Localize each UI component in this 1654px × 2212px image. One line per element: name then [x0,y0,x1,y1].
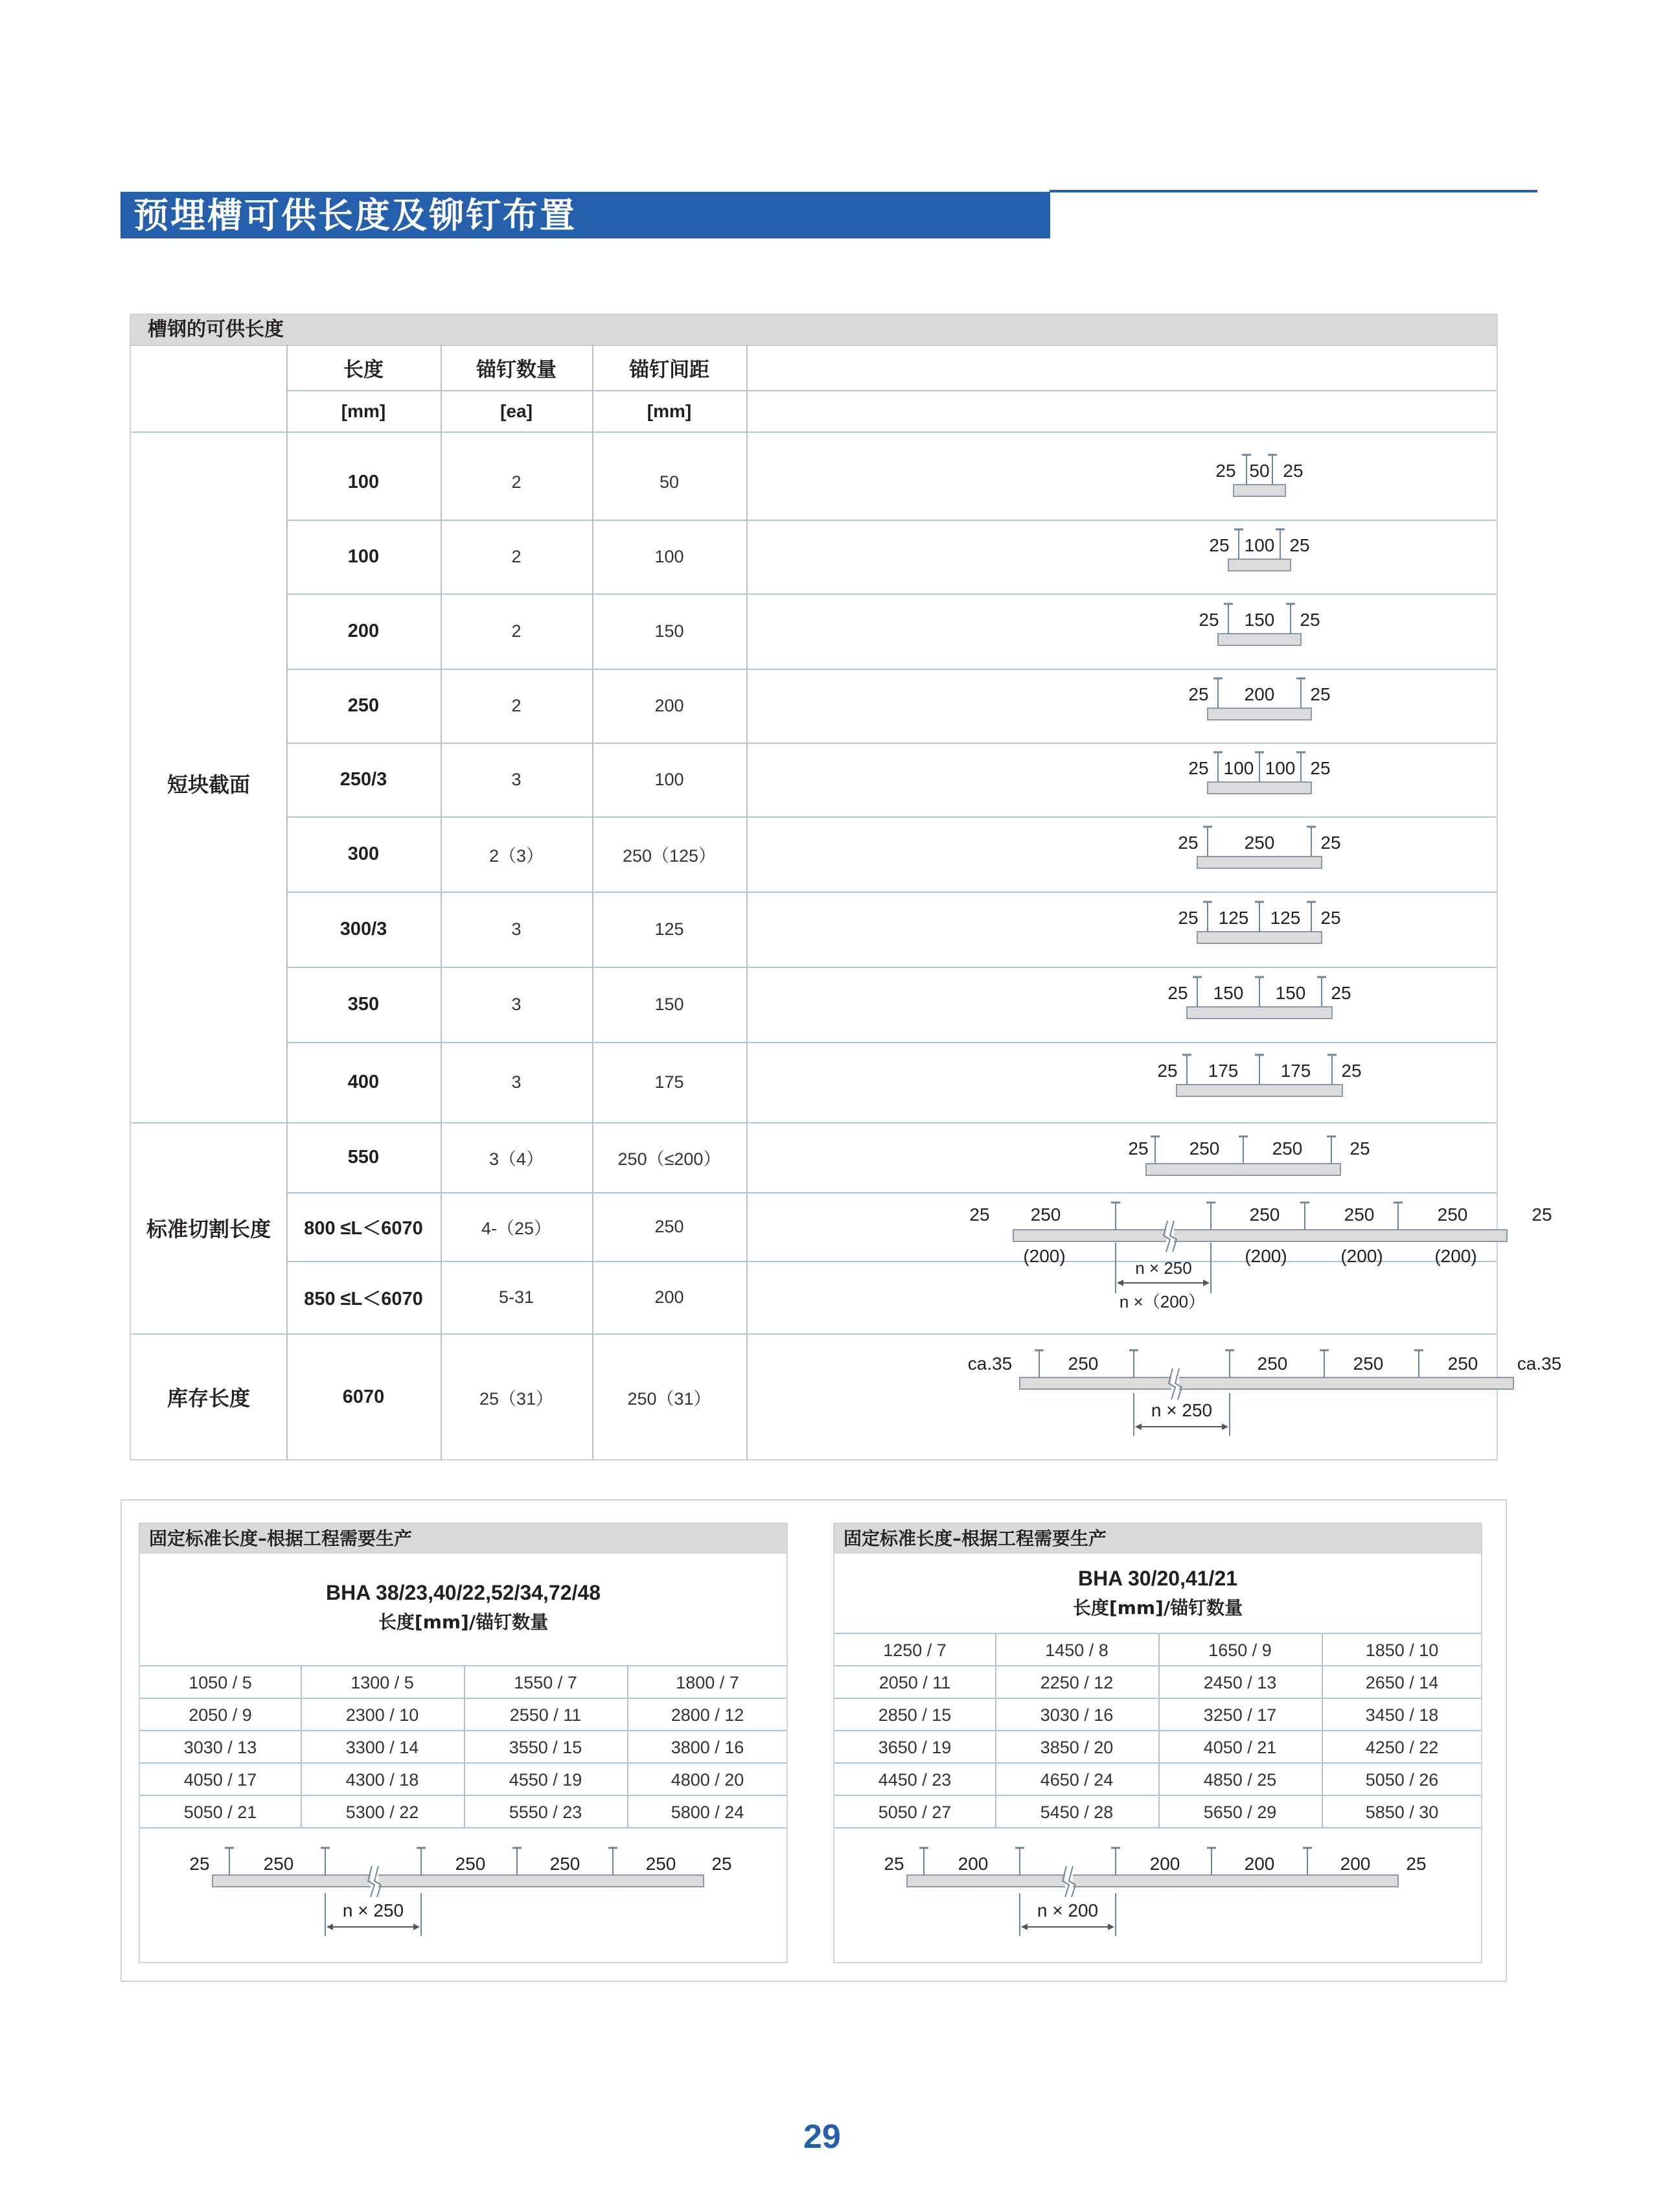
dimension-label: 200 [1340,1854,1371,1874]
column-divider [1158,1666,1160,1699]
dimension-label: 25 [1199,610,1219,630]
dimension-label: 250 [263,1854,294,1874]
box-header [834,1524,1481,1554]
dimension-label: 200 [1244,1854,1275,1874]
length-count-cell: 4650 / 24 [1040,1769,1114,1790]
column-divider [1158,1796,1160,1828]
column-divider [1158,1634,1160,1666]
dimension-label: 250 [1249,1204,1280,1225]
table-cell-count: 3 [511,919,522,939]
dimension-label: 25 [1215,461,1236,481]
length-count-cell: 5450 / 28 [1040,1802,1114,1822]
column-divider [301,1764,302,1796]
dimension-label: (200) [1245,1246,1287,1266]
dimension-label: 25 [1532,1204,1552,1225]
table-cell-count: 3（4） [488,1149,544,1169]
column-divider [627,1666,628,1699]
dimension-label: 25 [711,1854,732,1874]
table-cell-spacing: 50 [659,472,680,492]
dimension-label: (200) [1340,1246,1383,1266]
dimension-label: 200 [958,1854,989,1874]
table-cell-length: 800 ≤L＜6070 [304,1217,423,1239]
channel-bar [1177,1085,1342,1096]
table-cell-spacing: 175 [654,1072,684,1092]
column-divider [627,1796,628,1828]
length-count-cell: 4050 / 17 [183,1769,257,1790]
length-count-cell: 2250 / 12 [1040,1672,1114,1692]
dimension-label: 25 [1320,833,1341,853]
anchor-layout-diagram [140,1828,787,1958]
table-cell-spacing: 250（≤200） [617,1149,721,1169]
column-divider [995,1699,996,1731]
table-cell-length: 400 [347,1071,380,1092]
span-label: n × 200 [1037,1900,1099,1920]
dimension-label: 250 [1030,1204,1061,1225]
table-row [834,1730,1481,1764]
table-row [140,1665,787,1699]
channel-bar [1228,559,1291,571]
table-cell-length: 300/3 [339,918,387,939]
length-count-cell: 1550 / 7 [514,1672,577,1692]
header-anchor-count: 锚钉数量 [476,358,557,382]
length-count-cell: 4300 / 18 [345,1769,419,1790]
column-divider [464,1731,465,1764]
page-title: 预埋槽可供长度及铆钉布置 [133,195,577,236]
arrow-right-icon [413,1924,420,1930]
length-count-cell: 3300 / 14 [345,1737,419,1757]
dimension-label: 250 [1272,1138,1303,1158]
column-divider [286,345,288,1460]
dimension-label: 25 [1128,1138,1149,1158]
length-count-cell: 3800 / 16 [671,1737,744,1757]
length-count-cell: 2450 / 13 [1203,1672,1277,1692]
table-cell-count: 3 [511,1072,522,1092]
column-divider [1322,1634,1323,1666]
length-count-cell: 5300 / 22 [345,1802,419,1822]
table-cell-count: 3 [511,769,522,789]
length-count-cell: 5050 / 26 [1365,1769,1439,1790]
dimension-label: 250 [1437,1204,1468,1225]
span-label: n × 250 [1135,1258,1192,1278]
table-cell-count: 2（3） [488,846,544,866]
column-divider [627,1731,628,1764]
column-divider [592,345,593,1460]
dimension-label: 25 [1406,1854,1427,1874]
dimension-label: (200) [1434,1246,1477,1266]
model-subtitle: 长度[mm]/锚钉数量 [1072,1597,1243,1619]
dimension-label: 25 [1178,908,1199,928]
length-count-cell: 2300 / 10 [345,1705,419,1725]
dimension-label: 150 [1213,983,1244,1003]
dimension-label: 25 [1209,535,1230,555]
channel-bar [1013,1230,1507,1241]
dimension-label: 125 [1218,908,1249,928]
table-cell-length: 100 [347,546,380,567]
table-cell-length: 6070 [342,1386,385,1407]
dimension-label: 175 [1208,1061,1239,1081]
dimension-label: 25 [1331,983,1351,1003]
table-cell-count: 2 [511,695,522,715]
length-count-cell: 2800 / 12 [671,1705,744,1725]
dimension-label: 200 [1244,684,1275,704]
channel-bar [1197,857,1322,868]
length-count-cell: 1650 / 9 [1208,1640,1272,1660]
dimension-label: 250 [645,1854,676,1874]
length-count-cell: 2850 / 15 [878,1705,952,1725]
dimension-label: 250 [1344,1204,1375,1225]
dimension-label: 250 [455,1854,486,1874]
length-count-cell: 5050 / 21 [183,1802,257,1822]
column-divider [301,1731,302,1764]
length-count-cell: 4800 / 20 [671,1769,744,1790]
length-grid [140,1665,787,1827]
table-cell-length: 850 ≤L＜6070 [304,1288,423,1309]
table-cell-spacing: 250（31） [627,1388,711,1409]
column-divider [627,1764,628,1796]
length-count-cell: 2650 / 14 [1365,1672,1439,1692]
dimension-label: (200) [1023,1246,1066,1266]
dimension-label: 25 [1188,758,1209,778]
length-count-cell: 5650 / 29 [1203,1802,1277,1822]
length-count-cell: 4550 / 19 [509,1769,582,1790]
channel-bar [1197,932,1322,943]
table-cell-length: 550 [347,1146,380,1168]
span-label: n × 250 [1151,1400,1213,1420]
length-count-cell: 5850 / 30 [1365,1802,1439,1822]
table-cell-spacing: 250（125） [622,846,717,866]
dimension-label: 250 [1353,1354,1384,1374]
table-cell-count: 2 [511,472,522,492]
column-divider [301,1699,302,1731]
box-title: 固定标准长度–根据工程需要生产 [149,1528,413,1549]
dimension-label: 25 [1350,1138,1370,1158]
table-cell-spacing: 100 [654,546,684,566]
table-cell-length: 100 [347,471,380,492]
dimension-label: 200 [1149,1854,1180,1874]
length-count-cell: 3850 / 20 [1040,1737,1114,1757]
group-label-stock: 库存长度 [167,1386,250,1411]
dimension-label: 25 [1289,535,1310,555]
dimension-label: 25 [1157,1061,1178,1081]
length-count-cell: 1850 / 10 [1365,1640,1439,1660]
arrow-left-icon [1117,1280,1123,1286]
span-label: n ×（200） [1119,1292,1206,1311]
column-divider [995,1634,996,1666]
dimension-label: 250 [1068,1354,1099,1374]
table-row [140,1795,787,1828]
section-title: 槽钢的可供长度 [148,318,284,341]
arrow-left-icon [1021,1924,1028,1930]
table-row [834,1633,1481,1666]
dimension-label: 175 [1280,1061,1311,1081]
table-row [834,1795,1481,1828]
model-subtitle: 长度[mm]/锚钉数量 [378,1611,549,1633]
dimension-label: 25 [1188,684,1209,704]
table-row [140,1698,787,1731]
table-cell-spacing: 150 [654,994,684,1014]
dimension-label: 250 [1244,833,1275,853]
dimension-label: 150 [1275,983,1306,1003]
length-count-cell: 1050 / 5 [189,1672,252,1692]
dimension-label: ca.35 [967,1354,1013,1374]
dimension-label: 100 [1265,758,1296,778]
length-count-cell: 3650 / 19 [878,1737,952,1757]
header-length-unit: [mm] [341,401,386,421]
column-divider [1322,1699,1323,1731]
fixed-length-box-left [139,1523,788,1963]
table-cell-count: 2 [511,546,522,566]
arrow-left-icon [327,1924,333,1930]
dimension-label: 25 [1320,908,1341,928]
length-count-cell: 4850 / 25 [1203,1769,1277,1790]
column-divider [464,1796,465,1828]
length-count-cell: 3550 / 15 [509,1737,582,1757]
length-count-cell: 3250 / 17 [1203,1705,1277,1725]
group-label-short: 短块截面 [167,772,250,797]
table-row [140,1730,787,1764]
table-cell-spacing: 150 [654,621,684,641]
table-cell-spacing: 125 [654,919,684,939]
dimension-label: 25 [1341,1061,1362,1081]
channel-bar [1187,1007,1332,1019]
column-divider [1322,1764,1323,1796]
dimension-label: 25 [1300,610,1320,630]
table-row [140,1762,787,1796]
channel-bar [1208,708,1311,720]
table-cell-spacing: 200 [654,695,684,715]
arrow-left-icon [1135,1423,1142,1430]
table-cell-spacing: 200 [654,1287,684,1307]
table-cell-length: 300 [347,843,380,864]
channel-bar [1218,634,1301,645]
length-count-cell: 5050 / 27 [878,1802,952,1822]
header-count-unit: [ea] [500,401,533,421]
header-anchor-spacing: 锚钉间距 [629,358,709,382]
length-count-cell: 1800 / 7 [676,1672,739,1692]
page-number: 29 [803,2118,841,2156]
span-label: n × 250 [342,1900,404,1920]
column-divider [995,1796,996,1828]
column-divider [627,1699,628,1731]
box-title: 固定标准长度–根据工程需要生产 [844,1528,1107,1549]
column-divider [1322,1731,1323,1764]
table-row [834,1762,1481,1796]
table-cell-length: 350 [347,993,380,1015]
dimension-label: 250 [1189,1138,1220,1158]
dimension-label: 125 [1270,908,1301,928]
length-count-cell: 1450 / 8 [1045,1640,1108,1660]
column-divider [464,1699,465,1731]
channel-bar [1146,1164,1340,1175]
column-divider [995,1666,996,1699]
dimension-label: 50 [1249,461,1270,481]
table-cell-count: 25（31） [479,1388,554,1409]
table-row [834,1698,1481,1731]
table-cell-count: 4-（25） [481,1218,552,1238]
length-count-cell: 5800 / 24 [671,1802,744,1822]
arrow-right-icon [1203,1280,1210,1286]
length-count-cell: 3030 / 16 [1040,1705,1114,1725]
column-divider [1158,1764,1160,1796]
length-count-cell: 4450 / 23 [878,1769,952,1790]
channel-bar [1208,782,1311,794]
length-count-cell: 3030 / 13 [183,1737,257,1757]
title-rule [1050,190,1537,192]
model-label: BHA 38/23,40/22,52/34,72/48 [325,1581,601,1604]
column-divider [441,345,442,1460]
table-cell-count: 3 [511,994,522,1014]
dimension-label: 250 [1447,1354,1478,1374]
length-count-cell: 2050 / 11 [879,1672,951,1692]
length-count-cell: 4050 / 21 [1203,1737,1277,1757]
dimension-label: 25 [884,1854,904,1874]
length-count-cell: 5550 / 23 [509,1802,582,1822]
anchor-layout-diagrams [748,315,1562,1460]
dimension-label: 25 [1167,983,1188,1003]
box-header [140,1524,787,1554]
column-divider [995,1731,996,1764]
table-cell-length: 250/3 [339,768,387,790]
length-count-cell: 1300 / 5 [350,1672,414,1692]
length-grid [834,1633,1481,1828]
dimension-label: 250 [1257,1354,1288,1374]
column-divider [1158,1699,1160,1731]
table-cell-spacing: 100 [654,769,684,789]
group-label-cut: 标准切割长度 [146,1217,271,1241]
table-cell-count: 5-31 [498,1287,534,1307]
table-row [834,1665,1481,1699]
column-divider [1322,1666,1323,1699]
fixed-length-box-right [833,1523,1482,1963]
column-divider [301,1796,302,1828]
channel-length-table [130,314,1562,1460]
dimension-label: 25 [1283,461,1304,481]
column-divider [464,1764,465,1796]
column-divider [1158,1731,1160,1764]
header-length: 长度 [343,358,384,382]
table-cell-length: 200 [347,620,380,641]
channel-bar [907,1875,1398,1887]
column-divider [301,1666,302,1699]
length-count-cell: 3450 / 18 [1365,1705,1439,1725]
column-divider [1322,1796,1323,1828]
arrow-right-icon [1222,1423,1228,1430]
column-divider [464,1666,465,1699]
dimension-label: 25 [969,1204,990,1225]
dimension-label: 25 [189,1854,210,1874]
arrow-right-icon [1108,1924,1114,1930]
channel-bar [1020,1377,1513,1389]
dimension-label: 150 [1244,610,1275,630]
length-count-cell: 1250 / 7 [883,1640,947,1660]
length-count-cell: 2550 / 11 [509,1705,582,1725]
dimension-label: 25 [1310,758,1331,778]
header-spacing-unit: [mm] [647,401,692,421]
dimension-label: 25 [1178,833,1199,853]
table-cell-spacing: 250 [654,1216,684,1236]
anchor-layout-diagram [834,1828,1481,1958]
channel-bar [1234,485,1285,496]
table-cell-length: 250 [347,695,380,716]
column-divider [995,1764,996,1796]
dimension-label: 25 [1310,684,1331,704]
table-cell-count: 2 [511,621,522,641]
dimension-label: ca.35 [1517,1354,1562,1374]
dimension-label: 100 [1244,535,1275,555]
dimension-label: 250 [549,1854,580,1874]
dimension-label: 100 [1223,758,1254,778]
channel-bar [212,1875,704,1887]
model-label: BHA 30/20,41/21 [1077,1567,1238,1590]
length-count-cell: 2050 / 9 [189,1705,252,1725]
length-count-cell: 4250 / 22 [1365,1737,1439,1757]
